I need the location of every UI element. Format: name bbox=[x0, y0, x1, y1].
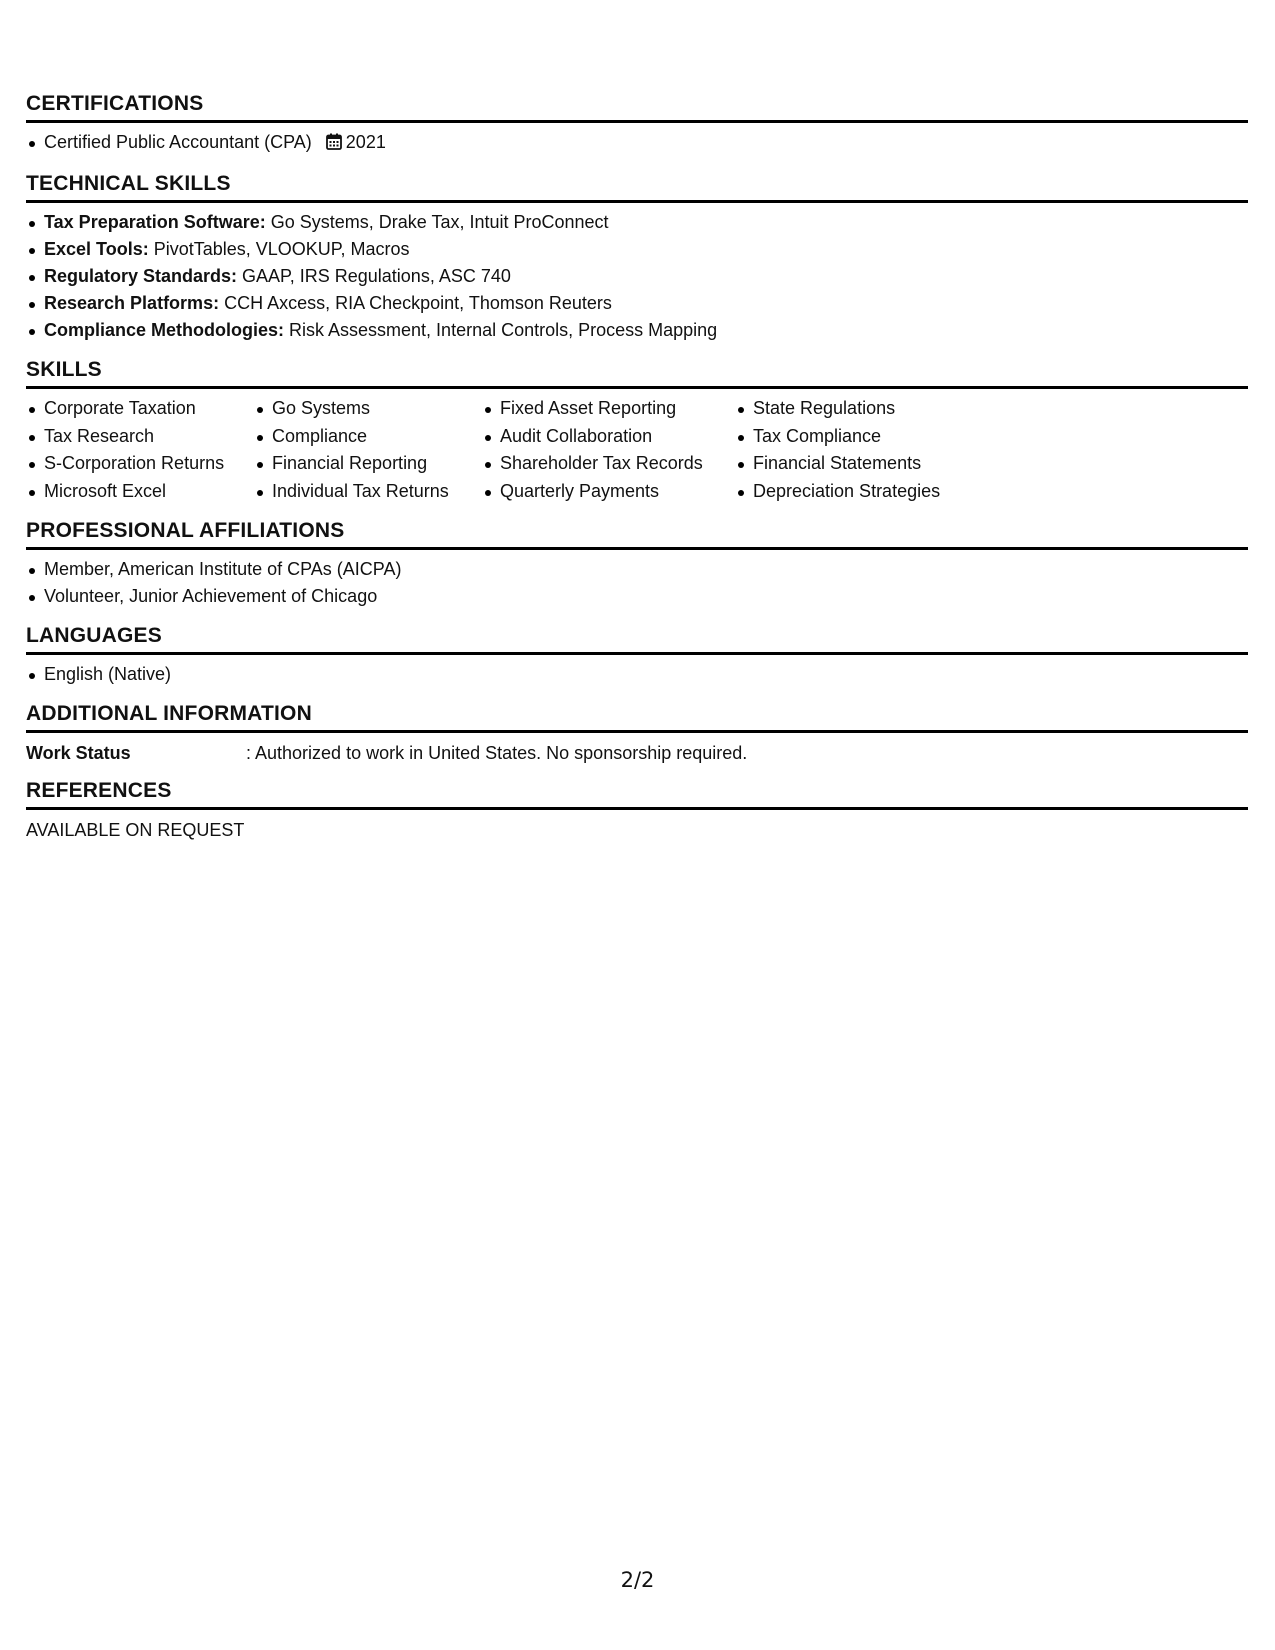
skills-grid bbox=[26, 395, 1248, 505]
skills-column bbox=[26, 395, 254, 505]
technical-skill-value: Risk Assessment, Internal Controls, Process Mapping bbox=[284, 320, 718, 340]
technical-skill-item bbox=[44, 236, 1248, 263]
technical-skill-item bbox=[44, 290, 1248, 317]
certification-item bbox=[44, 129, 1248, 158]
skills-column bbox=[735, 395, 993, 505]
skill-item: Go Systems bbox=[272, 395, 482, 423]
technical-skill-label: Regulatory Standards: bbox=[44, 266, 238, 286]
skill-item: Microsoft Excel bbox=[44, 478, 254, 506]
technical-skills-list bbox=[26, 209, 1248, 344]
affiliations-title: PROFESSIONAL AFFILIATIONS bbox=[26, 519, 1248, 550]
technical-skills-title: TECHNICAL SKILLS bbox=[26, 172, 1248, 203]
technical-skill-value: Go Systems, Drake Tax, Intuit ProConnect bbox=[265, 212, 609, 232]
skills-section bbox=[26, 358, 1248, 505]
technical-skill-value: CCH Axcess, RIA Checkpoint, Thomson Reuters bbox=[219, 293, 612, 313]
technical-skill-value: PivotTables, VLOOKUP, Macros bbox=[148, 239, 410, 259]
skill-item: Tax Research bbox=[44, 423, 254, 451]
languages-title: LANGUAGES bbox=[26, 624, 1248, 655]
technical-skills-section bbox=[26, 172, 1248, 344]
languages-section bbox=[26, 624, 1248, 688]
references-text: AVAILABLE ON REQUEST bbox=[26, 820, 245, 840]
additional-info-title: ADDITIONAL INFORMATION bbox=[26, 702, 1248, 733]
affiliations-section bbox=[26, 519, 1248, 610]
technical-skill-item bbox=[44, 263, 1248, 290]
additional-info-section bbox=[26, 702, 1248, 765]
calendar-icon bbox=[326, 131, 342, 158]
skill-item: Depreciation Strategies bbox=[753, 478, 993, 506]
affiliation-item: Volunteer, Junior Achievement of Chicago bbox=[44, 583, 1248, 610]
technical-skill-item bbox=[44, 317, 1248, 344]
references-title: REFERENCES bbox=[26, 779, 1248, 810]
skill-item: Financial Statements bbox=[753, 450, 993, 478]
certifications-title: CERTIFICATIONS bbox=[26, 92, 1248, 123]
technical-skill-label: Research Platforms: bbox=[44, 293, 220, 313]
skill-item: Compliance bbox=[272, 423, 482, 451]
references-section bbox=[26, 779, 1248, 842]
technical-skill-value: GAAP, IRS Regulations, ASC 740 bbox=[237, 266, 511, 286]
certification-name: Certified Public Accountant (CPA) bbox=[44, 132, 312, 152]
certifications-list bbox=[26, 129, 1248, 158]
skill-item: Shareholder Tax Records bbox=[500, 450, 735, 478]
affiliations-list bbox=[26, 556, 1248, 610]
technical-skill-label: Excel Tools: bbox=[44, 239, 149, 259]
skills-column bbox=[254, 395, 482, 505]
skill-item: Financial Reporting bbox=[272, 450, 482, 478]
work-status-value: : Authorized to work in United States. No sponsorship required. bbox=[246, 743, 748, 763]
skills-title: SKILLS bbox=[26, 358, 1248, 389]
language-item: English (Native) bbox=[44, 661, 1248, 688]
technical-skill-item bbox=[44, 209, 1248, 236]
certifications-section bbox=[26, 92, 1248, 158]
skill-item: Tax Compliance bbox=[753, 423, 993, 451]
work-status-row bbox=[26, 741, 1248, 765]
skills-column bbox=[482, 395, 735, 505]
technical-skill-label: Tax Preparation Software: bbox=[44, 212, 266, 232]
skill-item: S-Corporation Returns bbox=[44, 450, 254, 478]
work-status-label: Work Status bbox=[26, 743, 131, 763]
skill-item: Fixed Asset Reporting bbox=[500, 395, 735, 423]
skill-item: Corporate Taxation bbox=[44, 395, 254, 423]
skill-item: Individual Tax Returns bbox=[272, 478, 482, 506]
page-number: 2/2 bbox=[620, 1568, 655, 1592]
technical-skill-label: Compliance Methodologies: bbox=[44, 320, 285, 340]
affiliation-item: Member, American Institute of CPAs (AICPA) bbox=[44, 556, 1248, 583]
skill-item: Quarterly Payments bbox=[500, 478, 735, 506]
skill-item: Audit Collaboration bbox=[500, 423, 735, 451]
certification-year: 2021 bbox=[345, 132, 386, 152]
skill-item: State Regulations bbox=[753, 395, 993, 423]
languages-list bbox=[26, 661, 1248, 688]
resume-page bbox=[26, 92, 1248, 856]
